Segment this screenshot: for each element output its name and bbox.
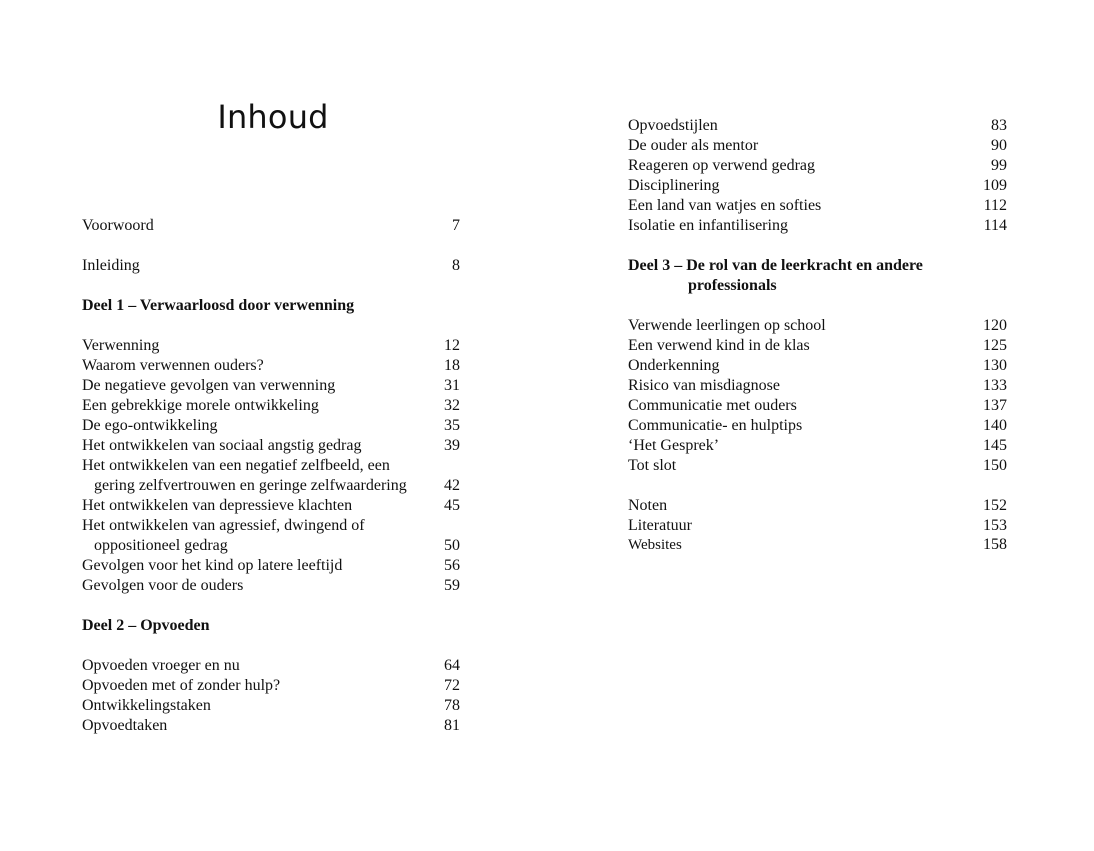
toc-entry-title: Het ontwikkelen van depressieve klachten <box>82 497 353 514</box>
toc-entry-title: Het ontwikkelen van agressief, dwingend of <box>82 517 365 534</box>
toc-entry[interactable] <box>628 316 1007 336</box>
toc-entry-page: 32 <box>444 397 460 414</box>
toc-entry-title: Communicatie met ouders <box>628 397 797 414</box>
toc-entry[interactable] <box>628 196 1007 216</box>
section-heading-deel2: Deel 2 – Opvoeden <box>82 617 210 634</box>
toc-entry[interactable] <box>82 436 460 456</box>
toc-left-column <box>82 216 460 736</box>
toc-entry[interactable] <box>82 676 460 696</box>
toc-entry-title: Opvoedstijlen <box>628 117 718 134</box>
toc-entry-voorwoord[interactable] <box>82 216 460 236</box>
toc-entry-page: 145 <box>983 437 1007 454</box>
toc-entry-page: 18 <box>444 357 460 374</box>
toc-entry-page: 83 <box>991 117 1007 134</box>
section-heading-deel1: Deel 1 – Verwaarloosd door verwenning <box>82 297 355 314</box>
toc-entry[interactable] <box>82 656 460 676</box>
toc-entry[interactable] <box>628 176 1007 196</box>
toc-entry-page: 45 <box>444 497 460 514</box>
toc-entry-title: Het ontwikkelen van een negatief zelfbeeld, een <box>82 457 390 474</box>
toc-entry[interactable] <box>82 396 460 416</box>
toc-entry-title: Het ontwikkelen van sociaal angstig gedrag <box>82 437 362 454</box>
toc-entry-page: 59 <box>444 577 460 594</box>
toc-entry[interactable] <box>82 516 460 556</box>
section-heading-line2: professionals <box>688 277 777 294</box>
toc-entry-title: Gevolgen voor de ouders <box>82 577 244 594</box>
toc-entry[interactable] <box>628 456 1007 476</box>
toc-entry-title: Verwende leerlingen op school <box>628 317 826 334</box>
toc-entry[interactable] <box>82 376 460 396</box>
toc-entry-title: Opvoedtaken <box>82 717 168 734</box>
toc-entry-title: Websites <box>628 537 682 553</box>
toc-entry-title-continued: oppositioneel gedrag <box>94 537 228 554</box>
toc-entry-title: Opvoeden met of zonder hulp? <box>82 677 281 694</box>
toc-entry-page: 12 <box>444 337 460 354</box>
toc-entry-page: 140 <box>983 417 1007 434</box>
toc-entry[interactable] <box>82 496 460 516</box>
toc-entry[interactable] <box>628 376 1007 396</box>
toc-entry[interactable] <box>82 716 460 736</box>
toc-entry-title: Onderkenning <box>628 357 720 374</box>
toc-entry-title: Waarom verwennen ouders? <box>82 357 264 374</box>
toc-entry-page: 56 <box>444 557 460 574</box>
toc-entry-websites[interactable] <box>628 536 1007 554</box>
toc-entry-title: Communicatie- en hulptips <box>628 417 803 434</box>
toc-entry-page: 81 <box>444 717 460 734</box>
toc-entry-page: 78 <box>444 697 460 714</box>
toc-entry-page: 7 <box>452 217 460 234</box>
toc-entry-title: Disciplinering <box>628 177 720 194</box>
toc-entry-literatuur[interactable] <box>628 516 1007 536</box>
toc-entry[interactable] <box>82 416 460 436</box>
toc-entry-title: Literatuur <box>628 517 692 534</box>
toc-entry-noten[interactable] <box>628 496 1007 516</box>
toc-entry-page: 120 <box>983 317 1007 334</box>
toc-entry-page: 42 <box>444 477 460 494</box>
toc-entry-title: Tot slot <box>628 457 677 474</box>
toc-entry-page: 158 <box>983 536 1007 553</box>
toc-entry-title: Gevolgen voor het kind op latere leeftijd <box>82 557 343 574</box>
page-title: Inhoud <box>217 98 329 136</box>
toc-entry-page: 72 <box>444 677 460 694</box>
toc-entry-page: 8 <box>452 257 460 274</box>
toc-entry[interactable] <box>628 416 1007 436</box>
toc-entry[interactable] <box>82 556 460 576</box>
toc-entry-title: Ontwikkelingstaken <box>82 697 211 714</box>
section-heading-deel3 <box>628 256 1007 296</box>
toc-entry[interactable] <box>628 396 1007 416</box>
toc-entry[interactable] <box>82 336 460 356</box>
toc-entry[interactable] <box>628 356 1007 376</box>
toc-entry-title: Voorwoord <box>82 217 154 234</box>
toc-entry-page: 152 <box>983 497 1007 514</box>
toc-entry-page: 114 <box>983 217 1007 234</box>
toc-entry-page: 39 <box>444 437 460 454</box>
toc-entry-page: 112 <box>983 197 1007 214</box>
toc-entry[interactable] <box>82 576 460 596</box>
toc-entry-page: 133 <box>983 377 1007 394</box>
toc-entry-page: 50 <box>444 537 460 554</box>
toc-entry-title: De ouder als mentor <box>628 137 759 154</box>
toc-entry-title: Een verwend kind in de klas <box>628 337 810 354</box>
toc-entry-title: Noten <box>628 497 668 514</box>
toc-entry[interactable] <box>628 136 1007 156</box>
toc-entry-page: 130 <box>983 357 1007 374</box>
toc-entry-title: De ego-ontwikkeling <box>82 417 218 434</box>
toc-entry-title: Een gebrekkige morele ontwikkeling <box>82 397 319 414</box>
toc-entry[interactable] <box>628 216 1007 236</box>
toc-entry-page: 109 <box>983 177 1007 194</box>
toc-entry-page: 125 <box>983 337 1007 354</box>
toc-entry-title: Isolatie en infantilisering <box>628 217 788 234</box>
toc-entry-page: 99 <box>991 157 1007 174</box>
toc-entry[interactable] <box>82 456 460 496</box>
toc-entry-page: 137 <box>983 397 1007 414</box>
toc-entry-title: Reageren op verwend gedrag <box>628 157 816 174</box>
toc-entry[interactable] <box>628 336 1007 356</box>
toc-entry-page: 64 <box>444 657 460 674</box>
toc-entry-title: Een land van watjes en softies <box>628 197 822 214</box>
toc-entry[interactable] <box>628 156 1007 176</box>
toc-entry[interactable] <box>82 696 460 716</box>
toc-entry-title: De negatieve gevolgen van verwenning <box>82 377 336 394</box>
toc-entry-title: Verwenning <box>82 337 160 354</box>
toc-entry-inleiding[interactable] <box>82 256 460 276</box>
toc-entry-page: 153 <box>983 517 1007 534</box>
toc-entry-page: 31 <box>444 377 460 394</box>
toc-entry-page: 150 <box>983 457 1007 474</box>
toc-entry-title-continued: gering zelfvertrouwen en geringe zelfwaardering <box>94 477 407 494</box>
toc-entry-title: Inleiding <box>82 257 140 274</box>
toc-entry[interactable] <box>628 436 1007 456</box>
toc-entry-page: 90 <box>991 137 1007 154</box>
toc-entry-title: Opvoeden vroeger en nu <box>82 657 240 674</box>
toc-entry-page: 35 <box>444 417 460 434</box>
toc-right-column <box>628 116 1007 554</box>
toc-entry[interactable] <box>628 116 1007 136</box>
toc-entry-title: Risico van misdiagnose <box>628 377 780 394</box>
section-heading-line1: Deel 3 – De rol van de leerkracht en andere <box>628 257 923 274</box>
toc-entry[interactable] <box>82 356 460 376</box>
toc-entry-title: ‘Het Gesprek’ <box>628 437 720 454</box>
